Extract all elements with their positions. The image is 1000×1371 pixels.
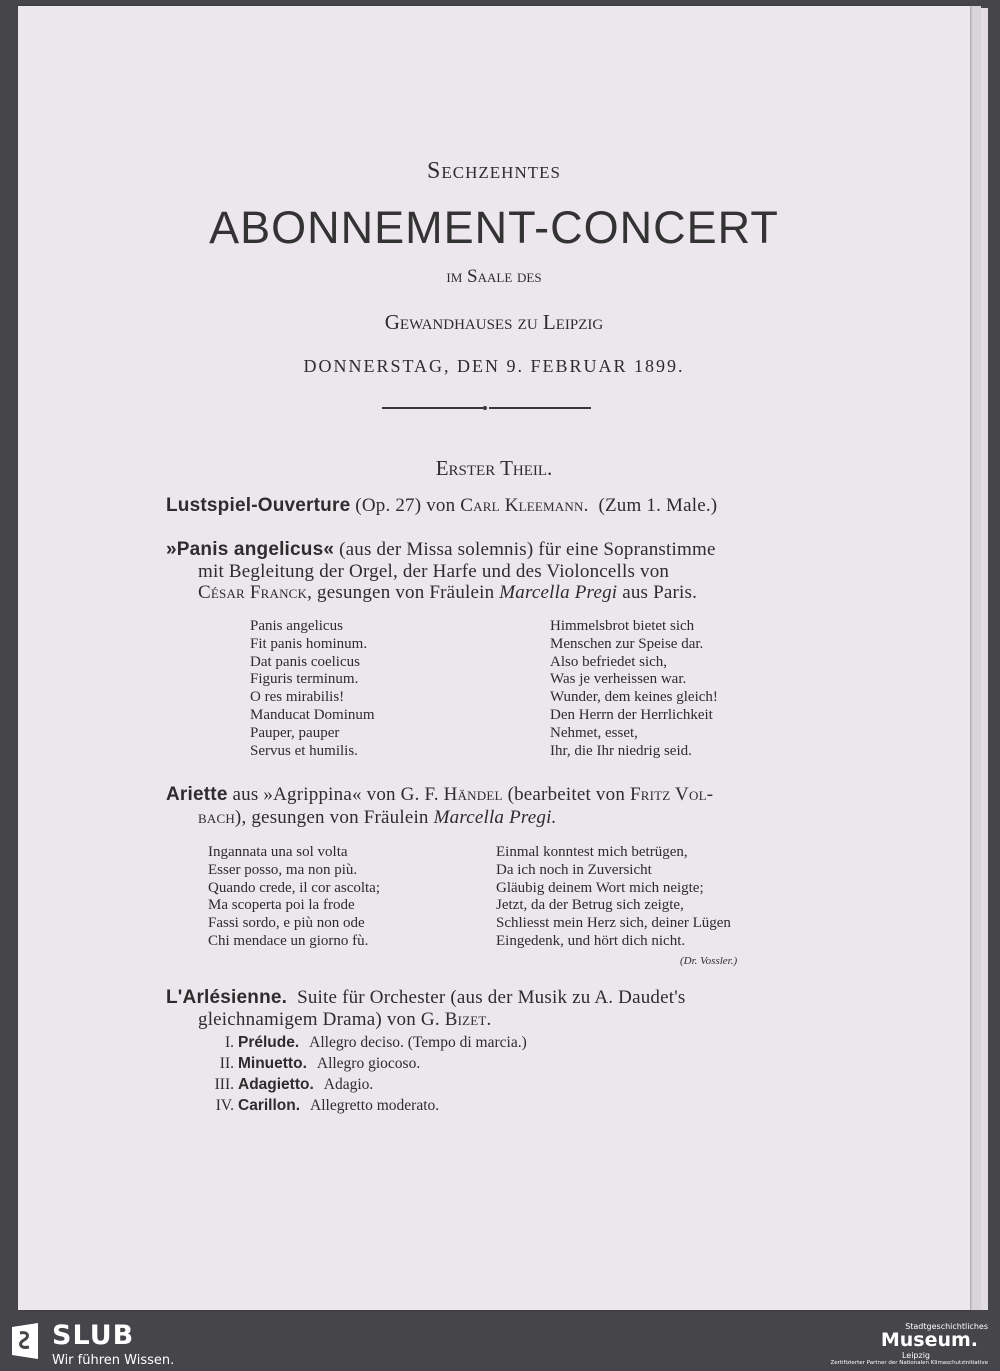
- divider-dot: [483, 406, 487, 410]
- item-arlesienne-drama: gleichnamigem Drama) von G.: [198, 1009, 440, 1030]
- museum-name: Museum.: [880, 1329, 978, 1351]
- movement-row: [194, 1095, 527, 1116]
- item-panis-singer: Marcella Pregi: [499, 582, 618, 603]
- movement-tempo: Allegro giocoso.: [316, 1055, 421, 1072]
- item-panis-line2: mit Begleitung der Orgel, der Harfe und des Violoncells von: [198, 561, 670, 582]
- lyric-line-italian: Esser posso, ma non più.: [208, 861, 358, 878]
- museum-prefix: Stadtgeschichtliches: [905, 1322, 988, 1331]
- movement-name: Carillon.: [238, 1097, 301, 1114]
- movement-row: [194, 1053, 527, 1074]
- panis-lyrics-german: [550, 618, 718, 760]
- slub-tagline: Wir führen Wissen.: [52, 1353, 175, 1368]
- panis-lyrics-latin: [250, 618, 375, 760]
- concert-date: DONNERSTAG, DEN 9. FEBRUAR 1899.: [303, 356, 685, 376]
- movement-number: I.: [224, 1034, 234, 1051]
- lyric-line-german: Einmal konntest mich betrügen,: [496, 844, 688, 860]
- lyric-line-german: Ihr, die Ihr niedrig seid.: [550, 742, 692, 759]
- item-ariette-text: aus »Agrippina« von G. F.: [232, 784, 439, 805]
- part-title: Erster Theil.: [435, 456, 553, 480]
- lyric-line-german: Nehmet, esset,: [550, 724, 638, 741]
- concert-title: ABONNEMENT-CONCERT: [209, 202, 779, 253]
- header-line4: Gewandhauses zu Leipzig: [384, 310, 604, 334]
- item-ariette-composer: Händel: [443, 784, 503, 805]
- item-panis-composer: César Franck,: [198, 582, 313, 603]
- lyric-line-german: Schliesst mein Herz sich, deiner Lügen: [496, 915, 731, 932]
- lyric-line-latin: O res mirabilis!: [250, 689, 345, 706]
- slub-logo-icon: [10, 1323, 40, 1359]
- item-ariette-arranger-a: Fritz Vol-: [630, 784, 714, 805]
- item-arlesienne-line1: [166, 987, 685, 1009]
- item-ariette-arranged: (bearbeitet von: [507, 784, 626, 805]
- item-ariette-credit: gesungen von Fräulein: [251, 807, 429, 828]
- movement-name: Minuetto.: [238, 1055, 307, 1072]
- lyric-line-italian: Ma scoperta poi la frode: [208, 897, 355, 914]
- lyric-line-german: Menschen zur Speise dar.: [550, 635, 704, 652]
- item-panis-origin: aus Paris.: [622, 582, 698, 603]
- lyric-line-german: Den Herrn der Herrlichkeit: [550, 706, 713, 723]
- lyric-line-italian: Quando crede, il cor ascolta;: [208, 879, 381, 896]
- movement-tempo: Allegro deciso. (Tempo di marcia.): [309, 1034, 527, 1051]
- lyric-line-italian: Ingannata una sol volta: [208, 844, 348, 860]
- program-page: [18, 6, 970, 1310]
- ariette-lyrics-german: [496, 844, 731, 951]
- lyric-line-german: Himmelsbrot bietet sich: [550, 618, 695, 634]
- footer-bar: [0, 1318, 1000, 1371]
- item-ariette-line2: [198, 807, 557, 829]
- movement-name: Prélude.: [238, 1034, 300, 1051]
- lyric-line-latin: Manducat Dominum: [250, 706, 375, 723]
- item-ariette-arranger-b: bach),: [198, 807, 247, 828]
- movement-row: [194, 1032, 527, 1053]
- item-arlesienne-composer: Bizet.: [444, 1009, 492, 1030]
- item-panis-line3: [198, 582, 697, 604]
- item-ariette-title: Ariette: [166, 784, 228, 805]
- item-lustspiel-title: Lustspiel-Ouverture: [166, 495, 351, 516]
- lyric-line-italian: Fassi sordo, e più non ode: [208, 915, 365, 932]
- item-panis-line1: [166, 539, 716, 561]
- item-lustspiel: [166, 495, 717, 517]
- movement-number: IV.: [215, 1097, 234, 1114]
- header-line1: Sechzehntes: [427, 158, 561, 184]
- lyric-line-german: Wunder, dem keines gleich!: [550, 689, 718, 706]
- lyric-line-german: Also befriedet sich,: [550, 653, 668, 670]
- lyric-line-italian: Chi mendace un giorno fù.: [208, 932, 369, 949]
- item-panis-credit: gesungen von Fräulein: [317, 582, 495, 603]
- item-panis-text: (aus der Missa solemnis) für eine Sopranstimme: [339, 539, 716, 560]
- slub-name: SLUB: [52, 1320, 135, 1351]
- divider-right: [489, 407, 591, 409]
- header-line3: im Saale des: [446, 266, 542, 287]
- movement-row: [194, 1074, 527, 1095]
- item-panis-title: »Panis angelicus«: [166, 539, 335, 560]
- item-lustspiel-composer: Carl Kleemann.: [460, 495, 589, 516]
- lyric-line-german: Eingedenk, und hört dich nicht.: [496, 932, 686, 949]
- movement-tempo: Adagio.: [323, 1076, 374, 1093]
- lyric-line-latin: Dat panis coelicus: [250, 653, 360, 670]
- item-lustspiel-note: (Zum 1. Male.): [598, 495, 718, 516]
- arlesienne-movements: [194, 1032, 527, 1116]
- lyric-line-german: Da ich noch in Zuversicht: [496, 861, 652, 878]
- movement-tempo: Allegretto moderato.: [310, 1097, 440, 1114]
- museum-city: Leipzig: [901, 1351, 930, 1360]
- movement-number: II.: [219, 1055, 234, 1072]
- item-lustspiel-opus: (Op. 27) von: [355, 495, 456, 516]
- ariette-translator: (Dr. Vossler.): [680, 955, 738, 967]
- lyric-line-latin: Fit panis hominum.: [250, 635, 368, 652]
- divider-left: [382, 407, 484, 409]
- item-arlesienne-line2: [198, 1009, 492, 1031]
- lyric-line-latin: Pauper, pauper: [250, 724, 340, 741]
- museum-note: Zertifizierter Partner der Nationalen Klimaschutzinitiative: [830, 1360, 988, 1366]
- ariette-lyrics-italian: [208, 844, 380, 951]
- movement-number: III.: [214, 1076, 234, 1093]
- item-ariette-line1: [166, 784, 713, 806]
- lyric-line-latin: Figuris terminum.: [250, 671, 359, 688]
- lyric-line-german: Jetzt, da der Betrug sich zeigte,: [496, 897, 684, 914]
- lyric-line-latin: Panis angelicus: [250, 618, 343, 634]
- movement-name: Adagietto.: [238, 1076, 314, 1093]
- item-arlesienne-title: L'Arlésienne.: [166, 987, 288, 1008]
- item-ariette-singer: Marcella Pregi.: [433, 807, 557, 828]
- lyric-line-german: Gläubig deinem Wort mich neigte;: [496, 879, 704, 896]
- lyric-line-latin: Servus et humilis.: [250, 742, 358, 759]
- lyric-line-german: Was je verheissen war.: [550, 671, 687, 688]
- item-arlesienne-text: Suite für Orchester (aus der Musik zu A. Daudet's: [297, 987, 686, 1008]
